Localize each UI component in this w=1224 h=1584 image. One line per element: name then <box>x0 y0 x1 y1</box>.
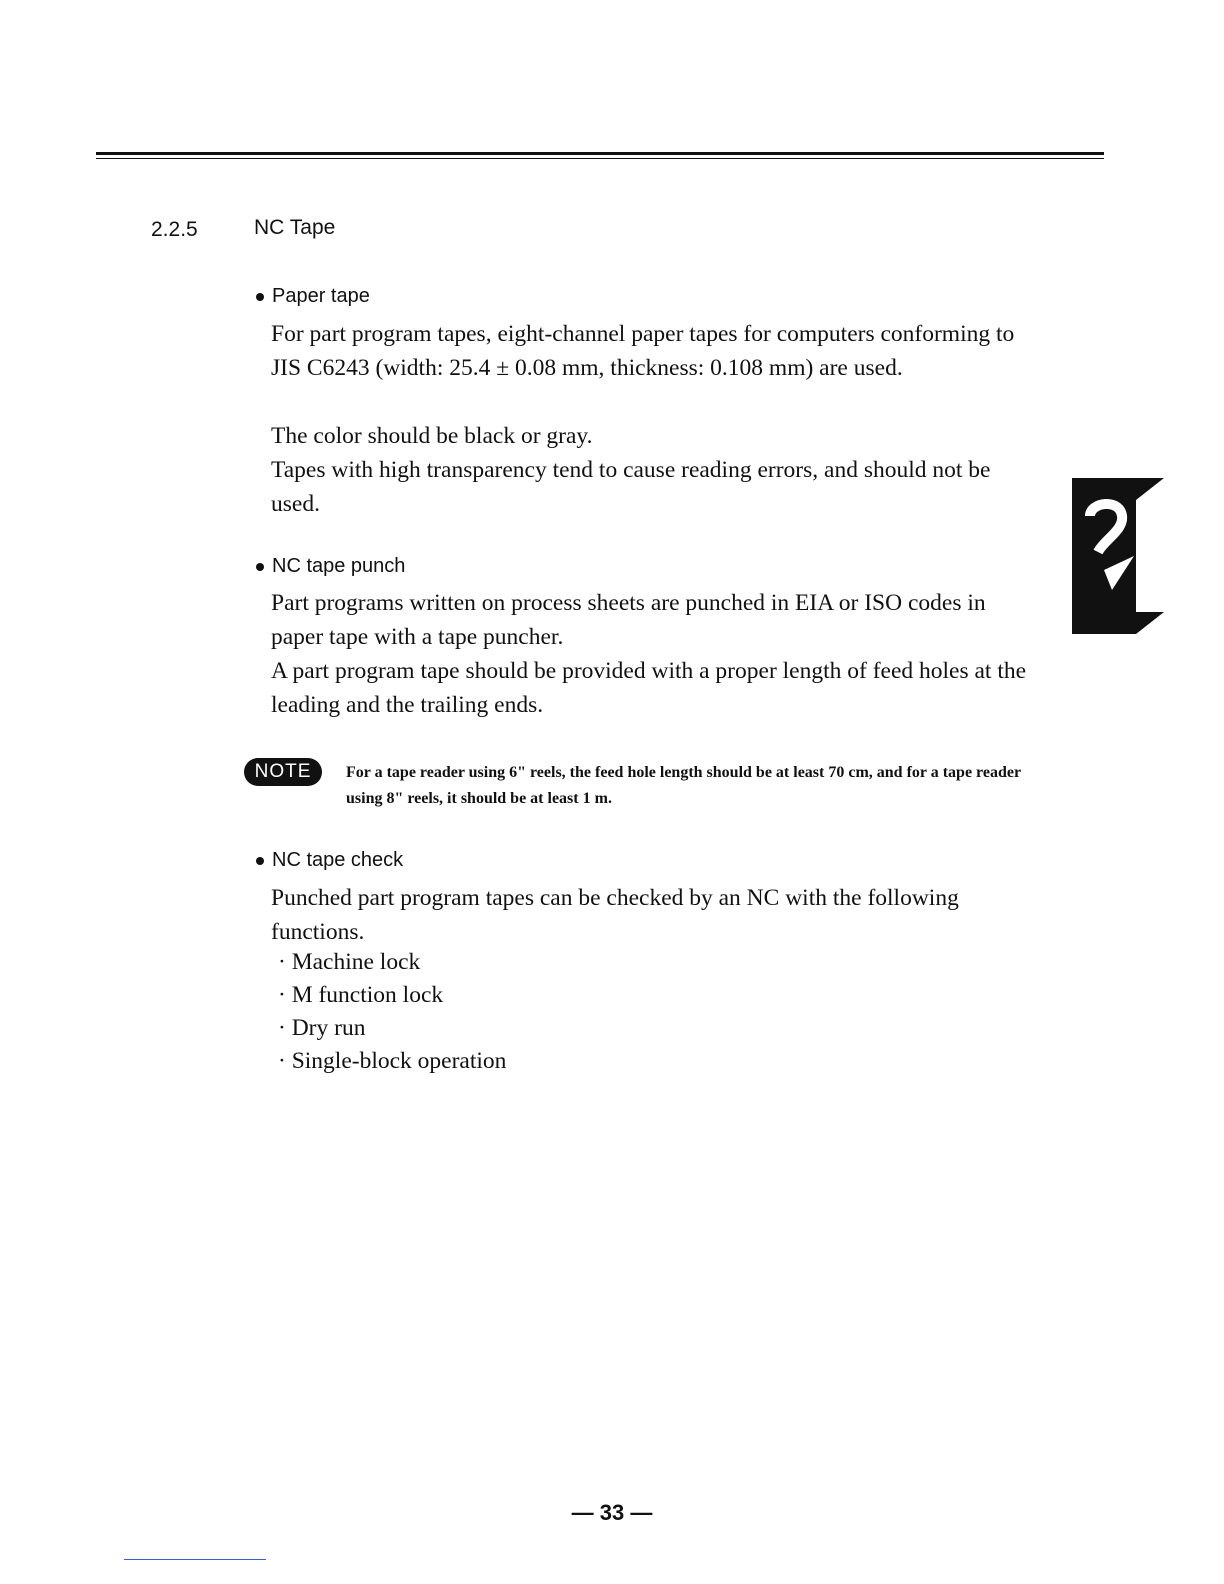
tape-check-heading <box>256 849 403 872</box>
list-item: · Single-block operation <box>278 1045 506 1078</box>
paper-tape-paragraph-1: For part program tapes, eight-channel paper tapes for computers conforming to JIS C6243 (width: 25.4 ± 0.08 mm, thickness: 0.108 mm) are used. <box>271 321 1015 381</box>
paper-tape-heading <box>256 285 370 308</box>
list-item: · M function lock <box>278 979 506 1012</box>
bullet-icon <box>256 563 264 571</box>
tape-punch-paragraph-1: Part programs written on process sheets are punched in EIA or ISO codes in paper tape with a tape puncher. <box>271 590 986 650</box>
paper-tape-heading-text: Paper tape <box>272 285 370 307</box>
tape-check-intro: Punched part program tapes can be checked by an NC with the following functions. <box>271 885 959 945</box>
footer-rule <box>124 1559 266 1560</box>
page-number: — 33 — <box>571 1500 653 1525</box>
section-title: NC Tape <box>254 216 336 239</box>
paper-tape-paragraph-3: Tapes with high transparency tend to cause reading errors, and should not be used. <box>271 457 991 517</box>
header-rule-thin <box>96 158 1104 159</box>
section-number: 2.2.5 <box>151 218 198 241</box>
bullet-icon <box>256 857 264 865</box>
function-list <box>278 946 506 1078</box>
tape-check-heading-text: NC tape check <box>272 849 404 871</box>
header-rule <box>96 152 1104 155</box>
note-badge: NOTE <box>244 758 322 786</box>
note-text: For a tape reader using 6" reels, the feed hole length should be at least 70 cm, and for a tape reader using 8" reels, it should be at least 1 m. <box>346 764 1021 807</box>
tape-punch-heading <box>256 555 405 578</box>
list-item: · Dry run <box>278 1012 506 1045</box>
chapter-tab-icon <box>1068 478 1164 634</box>
tape-punch-paragraph-2: A part program tape should be provided with a proper length of feed holes at the leading and the trailing ends. <box>271 658 1027 718</box>
list-item: · Machine lock <box>278 946 506 979</box>
bullet-icon <box>256 293 264 301</box>
paper-tape-paragraph-2: The color should be black or gray. <box>271 423 593 449</box>
tape-punch-heading-text: NC tape punch <box>272 555 406 577</box>
